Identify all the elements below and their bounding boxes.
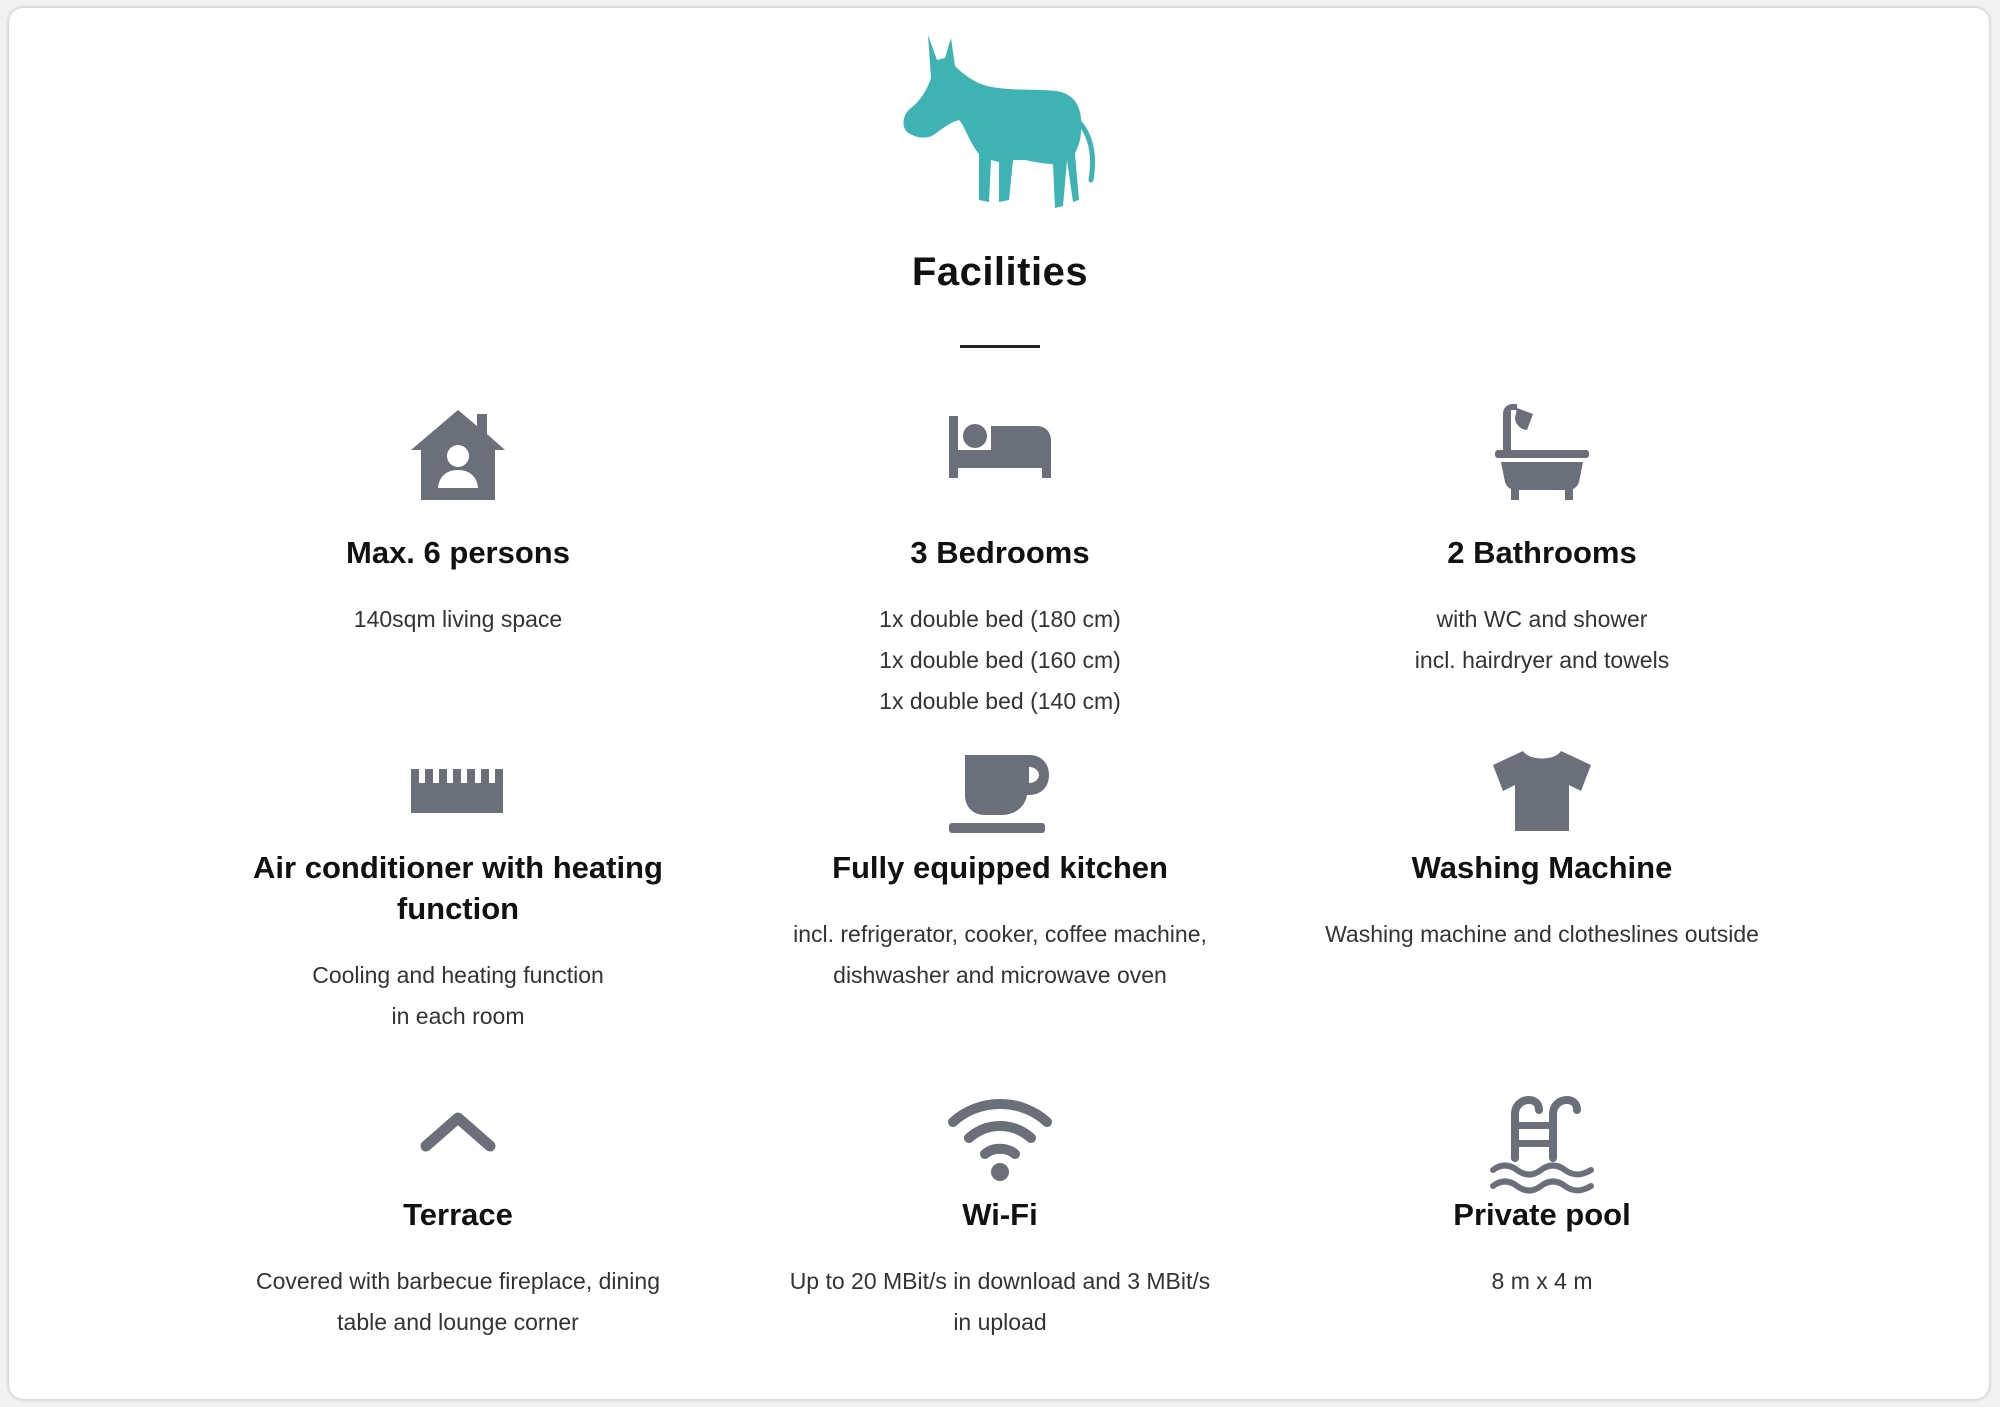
facility-line: Covered with barbecue fireplace, dining — [255, 1268, 661, 1294]
facility-description — [1282, 599, 1802, 681]
tshirt-icon — [1487, 745, 1597, 855]
coffee-cup-icon — [945, 745, 1055, 855]
facility-description — [740, 599, 1260, 722]
facility-line: with WC and shower — [1436, 606, 1648, 632]
facility-title: 3 Bedrooms — [910, 535, 1090, 570]
facility-title: Wi-Fi — [962, 1197, 1038, 1232]
facility-persons — [198, 400, 718, 640]
facility-title: Max. 6 persons — [346, 535, 570, 570]
facility-line: 8 m x 4 m — [1491, 1268, 1593, 1294]
facility-description — [198, 599, 718, 640]
pool-ladder-icon — [1487, 1092, 1597, 1202]
facility-description — [740, 1261, 1260, 1343]
facility-line: in each room — [391, 1003, 525, 1029]
facility-title: Private pool — [1453, 1197, 1631, 1232]
facility-line: 140sqm living space — [353, 606, 563, 632]
house-person-icon — [403, 400, 513, 510]
facility-bathrooms — [1282, 400, 1802, 681]
facility-air-conditioner — [198, 745, 718, 1037]
facility-title: Terrace — [403, 1197, 513, 1232]
bed-icon — [945, 400, 1055, 510]
facility-line: 1x double bed (160 cm) — [879, 647, 1121, 673]
facility-wifi — [740, 1092, 1260, 1343]
facility-line: dishwasher and microwave oven — [833, 962, 1167, 988]
page-title: Facilities — [911, 250, 1089, 294]
facility-pool — [1282, 1092, 1802, 1302]
facility-title: Washing Machine — [1411, 850, 1673, 885]
facility-description — [1282, 914, 1802, 955]
ruler-icon — [403, 745, 513, 855]
facility-line: table and lounge corner — [337, 1309, 579, 1335]
facility-line: Up to 20 MBit/s in download and 3 MBit/s — [789, 1268, 1211, 1294]
facility-title: 2 Bathrooms — [1447, 535, 1637, 570]
facility-title: Fully equipped kitchen — [832, 850, 1168, 885]
facility-description — [198, 1261, 718, 1343]
facility-description — [198, 955, 718, 1037]
facility-kitchen — [740, 745, 1260, 996]
facility-description — [1282, 1261, 1802, 1302]
facility-description — [740, 914, 1260, 996]
facility-line: in upload — [953, 1309, 1047, 1335]
facility-washing-machine — [1282, 745, 1802, 955]
bath-icon — [1487, 400, 1597, 510]
wifi-icon — [945, 1092, 1055, 1202]
facility-line: incl. refrigerator, cooker, coffee machine, — [793, 921, 1207, 947]
facility-line: Cooling and heating function — [312, 962, 604, 988]
title-divider — [960, 345, 1040, 348]
facility-line: incl. hairdryer and towels — [1414, 647, 1670, 673]
facility-terrace — [198, 1092, 718, 1343]
facility-line: 1x double bed (140 cm) — [879, 688, 1121, 714]
donkey-icon — [895, 30, 1105, 220]
facility-bedrooms — [740, 400, 1260, 722]
facility-line: Washing machine and clotheslines outside — [1325, 921, 1759, 947]
chevron-up-icon — [403, 1092, 513, 1202]
facility-line: 1x double bed (180 cm) — [879, 606, 1121, 632]
facility-title: Air conditioner with heating function — [253, 850, 663, 926]
